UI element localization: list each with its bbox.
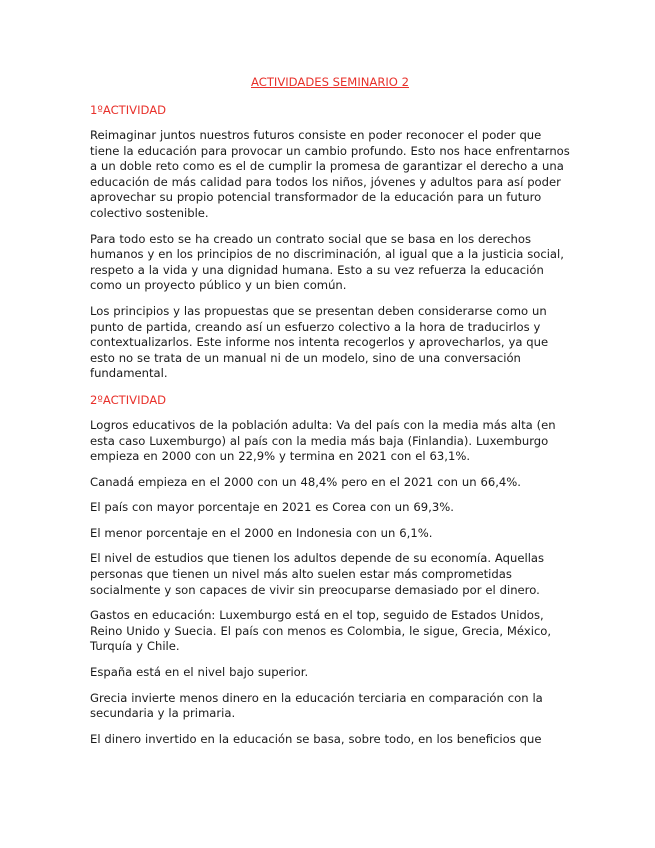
- section-heading: 2ºACTIVIDAD: [90, 392, 167, 407]
- paragraph: Grecia invierte menos dinero en la educación terciaria en comparación con la secundaria y la primaria.: [90, 690, 543, 721]
- paragraph: Canadá empieza en el 2000 con un 48,4% pero en el 2021 con un 66,4%.: [90, 474, 521, 489]
- section-heading: 1ºACTIVIDAD: [90, 103, 167, 117]
- paragraph: El país con mayor porcentaje en 2021 es Corea con un 69,3%.: [90, 500, 454, 515]
- paragraph: Gastos en educación: Luxemburgo está en el top, seguido de Estados Unidos, Reino Unido y Suecia. El país con menos es Colombia, le sigue, Grecia, México, Turquía y Chile.: [90, 608, 552, 654]
- section-activity-1: [90, 102, 570, 382]
- paragraph: Logros educativos de la población adulta: Va del país con la media más alta (en esta caso Luxemburgo) al país con la media más baja (Finlandia). Luxemburgo empieza en 2000 con un 22,9% y termina en 2021 con el 63,1%.: [90, 417, 556, 464]
- paragraph: Reimaginar juntos nuestros futuros consiste en poder reconocer el poder que tiene la educación para provocar un cambio profundo. Esto nos hace enfrentarnos a un doble reto como es el de cumplir la promesa de garantizar el derecho a una educación de más calidad para todos los niños, jóvenes y adultos para así poder aprovechar su propio potencial transformador de la educación para un futuro colectivo sostenible.: [90, 128, 570, 220]
- section-activity-2: [90, 392, 570, 748]
- paragraph: El nivel de estudios que tienen los adultos depende de su economía. Aquellas personas que tienen un nivel más alto suelen estar más comprometidas socialmente y son capaces de vivir sin preocuparse demasiado por el dinero.: [90, 551, 545, 597]
- paragraph: Los principios y las propuestas que se presentan deben considerarse como un punto de partida, creando así un esfuerzo colectivo a la hora de traducirlos y contextualizarlos. Este informe nos intenta recogerlos y aprovecharlos, ya que esto no se trata de un manual ni de un modelo, sino de una conversación fundamental.: [90, 303, 549, 381]
- document-title: ACTIVIDADES SEMINARIO 2: [251, 75, 409, 89]
- paragraph: El menor porcentaje en el 2000 en Indonesia con un 6,1%.: [90, 525, 433, 540]
- paragraph: El dinero invertido en la educación se basa, sobre todo, en los beneficios que: [90, 731, 542, 746]
- paragraph: España está en el nivel bajo superior.: [90, 665, 309, 680]
- paragraph: Para todo esto se ha creado un contrato social que se basa en los derechos humanos y en los principios de no discriminación, al igual que a la justicia social, respeto a la vida y una dignidad humana. Esto a su vez refuerza la educación como un proyecto público y un bien común.: [90, 231, 564, 293]
- document-page: [90, 74, 570, 757]
